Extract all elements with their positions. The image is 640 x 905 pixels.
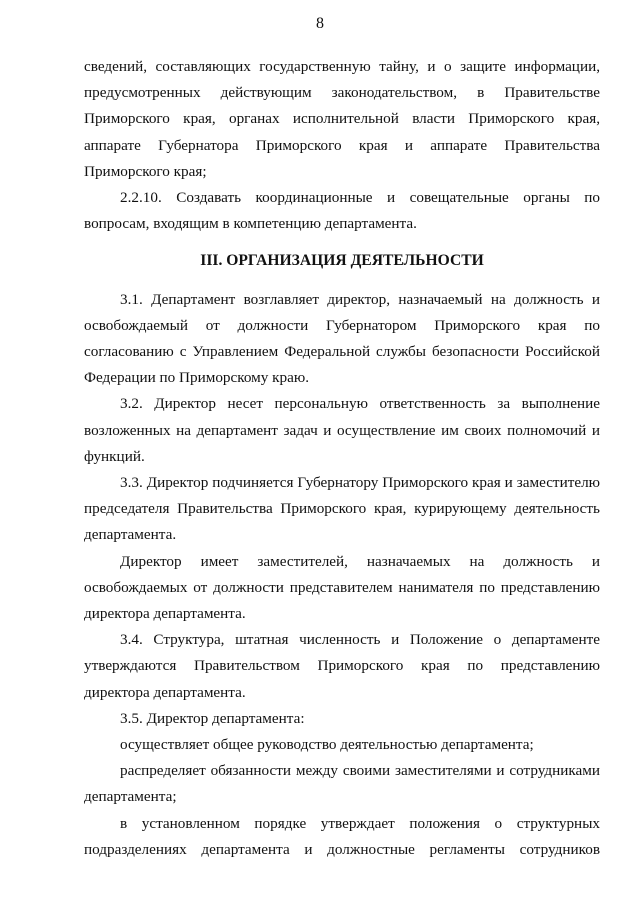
paragraph-duty-distribution: распределяет обязанности между своими заместителями и сотрудниками департамента; — [84, 762, 600, 806]
paragraph-3-3: 3.3. Директор подчиняется Губернатору Приморского края и заместителю председателя Правительства Приморского края, курирующему деятельность департамента. — [84, 474, 600, 544]
paragraph-deputies: Директор имеет заместителей, назначаемых на должность и освобождаемых от должности представителем нанимателя по представлению директора департамента. — [84, 552, 600, 623]
paragraph-duty-approval: в установленном порядке утверждает положения о структурных подразделениях департамента и должностные регламенты сотрудников — [84, 814, 600, 858]
section-heading: III. ОРГАНИЗАЦИЯ ДЕЯТЕЛЬНОСТИ — [200, 252, 484, 270]
paragraph-3-2: 3.2. Директор несет персональную ответственность за выполнение возложенных на департамент задач и осуществление им своих полномочий и функций. — [84, 395, 600, 465]
paragraph-continuation: сведений, составляющих государственную тайну, и о защите информации, предусмотренных действующим законодательством, в Правительстве Приморского края, органах исполнительной власти Приморского края, аппарате Губернатора Приморского края и аппарате Правительства Приморского края; — [84, 58, 600, 180]
document-body — [84, 54, 600, 863]
paragraph-3-1: 3.1. Департамент возглавляет директор, назначаемый на должность и освобождаемый от должности Губернатором Приморского края по согласованию с Управлением Федеральной службы безопасности Российской Федерации по Приморскому краю. — [84, 290, 600, 387]
paragraph-2-2-10: 2.2.10. Создавать координационные и совещательные органы по вопросам, входящим в компетенцию департамента. — [84, 189, 600, 233]
paragraph-3-5: 3.5. Директор департамента: — [120, 709, 305, 727]
paragraph-duty-general-management: осуществляет общее руководство деятельностью департамента; — [120, 736, 534, 754]
paragraph-3-4: 3.4. Структура, штатная численность и Положение о департаменте утверждаются Правительством Приморского края по представлению директора департамента. — [84, 631, 600, 701]
page-number: 8 — [316, 15, 324, 32]
